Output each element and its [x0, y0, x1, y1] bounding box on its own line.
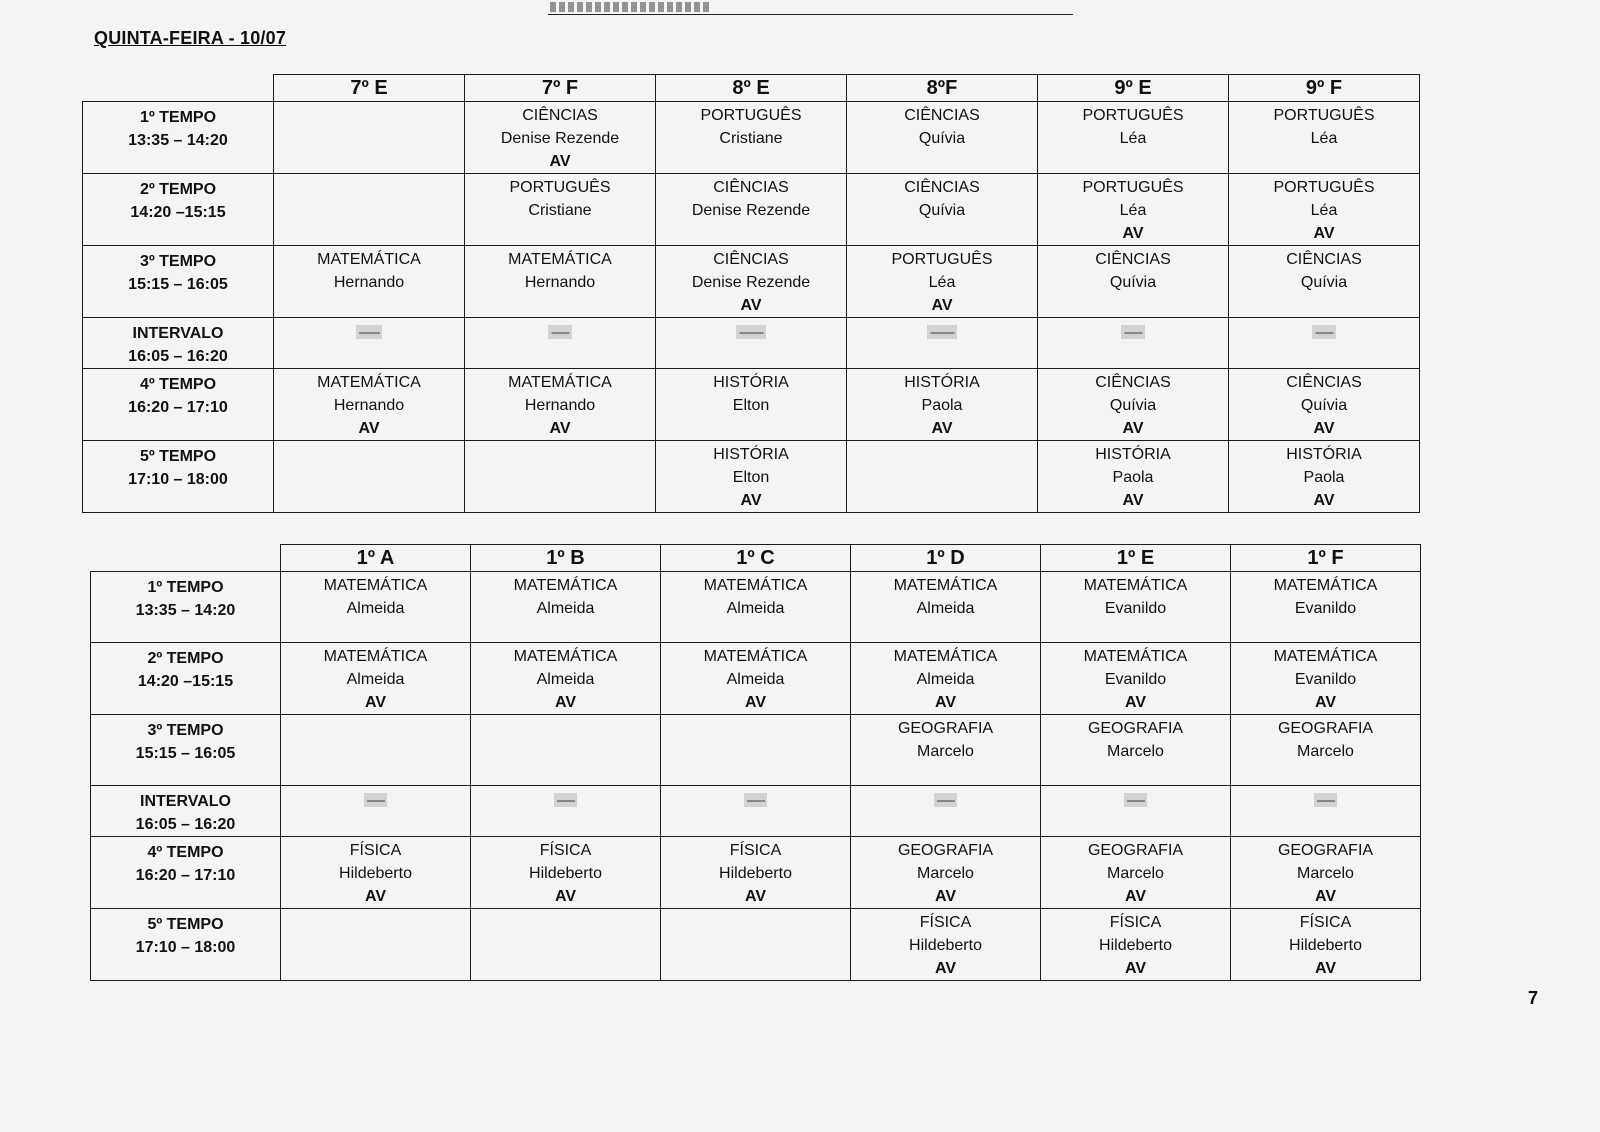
period-time: 15:15 – 16:05 — [135, 745, 236, 762]
teacher: Almeida — [726, 671, 785, 688]
period-cell — [83, 174, 274, 246]
schedule-table-middle-school — [82, 74, 1420, 513]
period-row — [83, 102, 1420, 174]
lesson-cell — [851, 786, 1041, 837]
subject: CIÊNCIAS — [1095, 251, 1171, 268]
subject: HISTÓRIA — [1286, 446, 1362, 463]
lesson-cell — [847, 246, 1038, 318]
subject: HISTÓRIA — [713, 374, 789, 391]
lesson-cell — [851, 909, 1041, 981]
lesson-cell — [471, 715, 661, 786]
period-cell — [83, 246, 274, 318]
lesson-cell — [1038, 246, 1229, 318]
assessment-mark: AV — [1314, 888, 1337, 905]
break-row — [83, 318, 1420, 369]
subject: MATEMÁTICA — [317, 251, 421, 268]
assessment-mark: AV — [1313, 420, 1335, 437]
lesson-cell — [661, 837, 851, 909]
lesson-cell — [847, 174, 1038, 246]
break-dash: ------ — [1312, 325, 1336, 339]
lesson-cell — [1038, 369, 1229, 441]
assessment-mark: AV — [1122, 420, 1144, 437]
period-row — [83, 246, 1420, 318]
period-label: 2º TEMPO — [147, 650, 224, 667]
period-cell — [83, 441, 274, 513]
teacher: Denise Rezende — [691, 274, 811, 291]
period-row — [91, 643, 1421, 715]
subject: PORTUGUÊS — [891, 251, 993, 268]
subject: CIÊNCIAS — [713, 251, 789, 268]
break-dash: ------ — [548, 325, 572, 339]
subject: FÍSICA — [349, 842, 402, 859]
schedule-table-high-school — [90, 544, 1421, 981]
subject: MATEMÁTICA — [1273, 577, 1378, 594]
teacher: Hildeberto — [529, 865, 602, 882]
class-header: 8º E — [656, 75, 847, 102]
period-time: 16:20 – 17:10 — [135, 867, 236, 884]
period-cell — [83, 318, 274, 369]
assessment-mark: AV — [549, 420, 571, 437]
lesson-cell — [1229, 369, 1420, 441]
teacher: Almeida — [536, 600, 595, 617]
subject: GEOGRAFIA — [1087, 720, 1184, 737]
period-cell — [91, 715, 281, 786]
lesson-cell — [656, 174, 847, 246]
subject: MATEMÁTICA — [513, 648, 618, 665]
period-label: 2º TEMPO — [139, 181, 217, 198]
teacher: Cristiane — [528, 202, 592, 219]
subject: HISTÓRIA — [713, 446, 789, 463]
assessment-mark: AV — [744, 694, 767, 711]
subject: MATEMÁTICA — [323, 648, 428, 665]
header-rule — [548, 14, 1073, 15]
period-row — [91, 909, 1421, 981]
subject: GEOGRAFIA — [897, 842, 994, 859]
teacher: Denise Rezende — [691, 202, 811, 219]
lesson-cell — [1038, 102, 1229, 174]
subject: MATEMÁTICA — [1083, 648, 1188, 665]
class-header: 8ºF — [847, 75, 1038, 102]
subject: CIÊNCIAS — [713, 179, 789, 196]
teacher: Quívia — [1300, 274, 1348, 291]
subject: PORTUGUÊS — [509, 179, 611, 196]
lesson-cell — [1041, 715, 1231, 786]
teacher: Hernando — [333, 397, 405, 414]
lesson-cell — [847, 441, 1038, 513]
lesson-cell — [1229, 102, 1420, 174]
lesson-cell — [281, 643, 471, 715]
teacher: Léa — [1310, 130, 1338, 147]
teacher: Léa — [928, 274, 956, 291]
lesson-cell — [1041, 909, 1231, 981]
period-label: INTERVALO — [132, 325, 224, 342]
break-dash: ------ — [1314, 793, 1338, 807]
class-header: 1º E — [1041, 545, 1231, 572]
subject: MATEMÁTICA — [1083, 577, 1188, 594]
subject: MATEMÁTICA — [317, 374, 421, 391]
header-row — [83, 75, 1420, 102]
assessment-mark: AV — [1313, 492, 1335, 509]
subject: CIÊNCIAS — [1286, 251, 1362, 268]
class-header: 1º B — [471, 545, 661, 572]
subject: CIÊNCIAS — [904, 107, 980, 124]
lesson-cell — [1229, 441, 1420, 513]
lesson-cell — [1038, 318, 1229, 369]
assessment-mark: AV — [364, 888, 387, 905]
teacher: Quívia — [1109, 397, 1157, 414]
teacher: Hernando — [333, 274, 405, 291]
subject: MATEMÁTICA — [703, 577, 808, 594]
teacher: Hildeberto — [339, 865, 412, 882]
lesson-cell — [274, 102, 465, 174]
lesson-cell — [1038, 174, 1229, 246]
lesson-cell — [661, 572, 851, 643]
teacher: Paola — [921, 397, 963, 414]
lesson-cell — [465, 174, 656, 246]
header-corner — [83, 75, 274, 102]
lesson-cell — [851, 572, 1041, 643]
assessment-mark: AV — [1122, 225, 1144, 242]
class-header: 1º D — [851, 545, 1041, 572]
subject: FÍSICA — [729, 842, 782, 859]
period-time: 17:10 – 18:00 — [135, 939, 236, 956]
teacher: Paola — [1112, 469, 1154, 486]
teacher: Marcelo — [1107, 743, 1164, 760]
period-label: 3º TEMPO — [147, 722, 224, 739]
lesson-cell — [1231, 643, 1421, 715]
period-label: INTERVALO — [140, 793, 231, 810]
period-label: 5º TEMPO — [139, 448, 217, 465]
lesson-cell — [661, 643, 851, 715]
period-cell — [91, 643, 281, 715]
teacher: Evanildo — [1104, 600, 1167, 617]
lesson-cell — [471, 909, 661, 981]
lesson-cell — [656, 102, 847, 174]
assessment-mark: AV — [931, 420, 953, 437]
teacher: Hernando — [524, 274, 596, 291]
lesson-cell — [465, 441, 656, 513]
teacher: Hildeberto — [909, 937, 982, 954]
period-cell — [91, 786, 281, 837]
lesson-cell — [661, 715, 851, 786]
assessment-mark: AV — [1124, 694, 1147, 711]
subject: MATEMÁTICA — [508, 251, 612, 268]
assessment-mark: AV — [1124, 960, 1147, 977]
period-time: 17:10 – 18:00 — [128, 471, 228, 488]
subject: GEOGRAFIA — [1087, 842, 1184, 859]
lesson-cell — [465, 369, 656, 441]
break-dash: ------ — [1124, 793, 1148, 807]
lesson-cell — [851, 837, 1041, 909]
lesson-cell — [1231, 909, 1421, 981]
lesson-cell — [656, 441, 847, 513]
lesson-cell — [1041, 572, 1231, 643]
subject: GEOGRAFIA — [897, 720, 994, 737]
teacher: Quívia — [1109, 274, 1157, 291]
teacher: Almeida — [916, 600, 975, 617]
lesson-cell — [465, 318, 656, 369]
period-time: 14:20 –15:15 — [130, 204, 226, 221]
lesson-cell — [471, 786, 661, 837]
day-title: QUINTA-FEIRA - 10/07 — [94, 28, 287, 48]
teacher: Elton — [732, 397, 770, 414]
subject: HISTÓRIA — [1095, 446, 1171, 463]
lesson-cell — [274, 174, 465, 246]
assessment-mark: AV — [1314, 960, 1337, 977]
subject: PORTUGUÊS — [1082, 107, 1184, 124]
period-cell — [83, 369, 274, 441]
teacher: Denise Rezende — [500, 130, 620, 147]
break-dash: ------ — [744, 793, 768, 807]
teacher: Marcelo — [1297, 743, 1354, 760]
teacher: Marcelo — [1107, 865, 1164, 882]
lesson-cell — [274, 246, 465, 318]
assessment-mark: AV — [934, 888, 957, 905]
period-time: 14:20 –15:15 — [137, 673, 234, 690]
lesson-cell — [471, 837, 661, 909]
teacher: Quívia — [918, 202, 966, 219]
assessment-mark: AV — [554, 694, 577, 711]
period-label: 1º TEMPO — [139, 109, 217, 126]
lesson-cell — [471, 643, 661, 715]
teacher: Quívia — [918, 130, 966, 147]
assessment-mark: AV — [549, 153, 571, 170]
teacher: Evanildo — [1294, 600, 1357, 617]
assessment-mark: AV — [358, 420, 380, 437]
period-label: 1º TEMPO — [147, 579, 224, 596]
period-row — [91, 715, 1421, 786]
assessment-mark: AV — [1314, 694, 1337, 711]
lesson-cell — [851, 715, 1041, 786]
class-header: 9º E — [1038, 75, 1229, 102]
subject: FÍSICA — [1109, 914, 1162, 931]
period-row — [83, 174, 1420, 246]
lesson-cell — [847, 102, 1038, 174]
period-label: 5º TEMPO — [147, 916, 224, 933]
lesson-cell — [281, 715, 471, 786]
period-cell — [91, 837, 281, 909]
teacher: Hildeberto — [1289, 937, 1362, 954]
class-header: 1º A — [281, 545, 471, 572]
subject: FÍSICA — [1299, 914, 1352, 931]
header-row — [91, 545, 1421, 572]
subject: MATEMÁTICA — [508, 374, 612, 391]
lesson-cell — [656, 318, 847, 369]
break-dash: ------ — [364, 793, 388, 807]
header-corner — [91, 545, 281, 572]
lesson-cell — [1041, 786, 1231, 837]
class-header: 1º C — [661, 545, 851, 572]
lesson-cell — [1229, 318, 1420, 369]
break-dash: -------- — [927, 325, 957, 339]
lesson-cell — [1229, 174, 1420, 246]
subject: PORTUGUÊS — [700, 107, 802, 124]
assessment-mark: AV — [1124, 888, 1147, 905]
class-header: 7º E — [274, 75, 465, 102]
class-header: 7º F — [465, 75, 656, 102]
teacher: Marcelo — [917, 743, 974, 760]
lesson-cell — [471, 572, 661, 643]
teacher: Léa — [1310, 202, 1338, 219]
period-row — [83, 441, 1420, 513]
subject: CIÊNCIAS — [904, 179, 980, 196]
teacher: Marcelo — [1297, 865, 1354, 882]
subject: CIÊNCIAS — [1095, 374, 1171, 391]
period-time: 13:35 – 14:20 — [135, 602, 236, 619]
teacher: Almeida — [346, 671, 405, 688]
period-row — [91, 572, 1421, 643]
lesson-cell — [661, 786, 851, 837]
lesson-cell — [1038, 441, 1229, 513]
class-header: 1º F — [1231, 545, 1421, 572]
lesson-cell — [1041, 837, 1231, 909]
lesson-cell — [1229, 246, 1420, 318]
subject: MATEMÁTICA — [323, 577, 428, 594]
assessment-mark: AV — [934, 960, 957, 977]
lesson-cell — [274, 369, 465, 441]
subject: PORTUGUÊS — [1082, 179, 1184, 196]
subject: MATEMÁTICA — [513, 577, 618, 594]
teacher: Hernando — [524, 397, 596, 414]
teacher: Almeida — [916, 671, 975, 688]
period-time: 13:35 – 14:20 — [128, 132, 228, 149]
assessment-mark: AV — [740, 492, 762, 509]
period-label: 4º TEMPO — [139, 376, 217, 393]
subject: PORTUGUÊS — [1273, 179, 1375, 196]
teacher: Elton — [732, 469, 770, 486]
lesson-cell — [656, 246, 847, 318]
lesson-cell — [465, 246, 656, 318]
lesson-cell — [1231, 572, 1421, 643]
lesson-cell — [281, 837, 471, 909]
subject: MATEMÁTICA — [893, 577, 998, 594]
teacher: Almeida — [536, 671, 595, 688]
subject: PORTUGUÊS — [1273, 107, 1375, 124]
subject: HISTÓRIA — [904, 374, 980, 391]
lesson-cell — [274, 441, 465, 513]
lesson-cell — [1231, 715, 1421, 786]
break-row — [91, 786, 1421, 837]
assessment-mark: AV — [934, 694, 957, 711]
subject: MATEMÁTICA — [1273, 648, 1378, 665]
period-time: 16:05 – 16:20 — [128, 348, 228, 365]
cropped-header-text — [550, 2, 710, 12]
teacher: Almeida — [726, 600, 785, 617]
period-label: 4º TEMPO — [147, 844, 224, 861]
break-dash: ------ — [1121, 325, 1145, 339]
subject: CIÊNCIAS — [522, 107, 598, 124]
assessment-mark: AV — [744, 888, 767, 905]
subject: MATEMÁTICA — [703, 648, 808, 665]
lesson-cell — [274, 318, 465, 369]
assessment-mark: AV — [364, 694, 387, 711]
lesson-cell — [1231, 837, 1421, 909]
subject: GEOGRAFIA — [1277, 720, 1374, 737]
teacher: Almeida — [346, 600, 405, 617]
teacher: Hildeberto — [719, 865, 792, 882]
break-dash: ------ — [934, 793, 958, 807]
subject: FÍSICA — [539, 842, 592, 859]
lesson-cell — [281, 909, 471, 981]
lesson-cell — [847, 369, 1038, 441]
break-dash: ------ — [554, 793, 578, 807]
assessment-mark: AV — [740, 297, 762, 314]
lesson-cell — [851, 643, 1041, 715]
teacher: Hildeberto — [1099, 937, 1172, 954]
teacher: Léa — [1119, 202, 1147, 219]
period-cell — [83, 102, 274, 174]
break-dash: -------- — [736, 325, 766, 339]
teacher: Quívia — [1300, 397, 1348, 414]
subject: GEOGRAFIA — [1277, 842, 1374, 859]
lesson-cell — [656, 369, 847, 441]
period-row — [91, 837, 1421, 909]
subject: FÍSICA — [919, 914, 972, 931]
subject: MATEMÁTICA — [893, 648, 998, 665]
page-number: 7 — [1528, 988, 1539, 1008]
period-row — [83, 369, 1420, 441]
period-time: 16:20 – 17:10 — [128, 399, 228, 416]
teacher: Paola — [1303, 469, 1345, 486]
lesson-cell — [847, 318, 1038, 369]
teacher: Evanildo — [1294, 671, 1357, 688]
class-header: 9º F — [1229, 75, 1420, 102]
period-cell — [91, 572, 281, 643]
assessment-mark: AV — [1122, 492, 1144, 509]
teacher: Cristiane — [719, 130, 783, 147]
subject: CIÊNCIAS — [1286, 374, 1362, 391]
lesson-cell — [281, 786, 471, 837]
break-dash: ------- — [356, 325, 383, 339]
assessment-mark: AV — [931, 297, 953, 314]
teacher: Marcelo — [917, 865, 974, 882]
lesson-cell — [1231, 786, 1421, 837]
period-cell — [91, 909, 281, 981]
lesson-cell — [1041, 643, 1231, 715]
period-label: 3º TEMPO — [139, 253, 217, 270]
assessment-mark: AV — [554, 888, 577, 905]
assessment-mark: AV — [1313, 225, 1335, 242]
teacher: Léa — [1119, 130, 1147, 147]
lesson-cell — [661, 909, 851, 981]
lesson-cell — [281, 572, 471, 643]
period-time: 16:05 – 16:20 — [135, 816, 236, 833]
period-time: 15:15 – 16:05 — [128, 276, 228, 293]
lesson-cell — [465, 102, 656, 174]
teacher: Evanildo — [1104, 671, 1167, 688]
